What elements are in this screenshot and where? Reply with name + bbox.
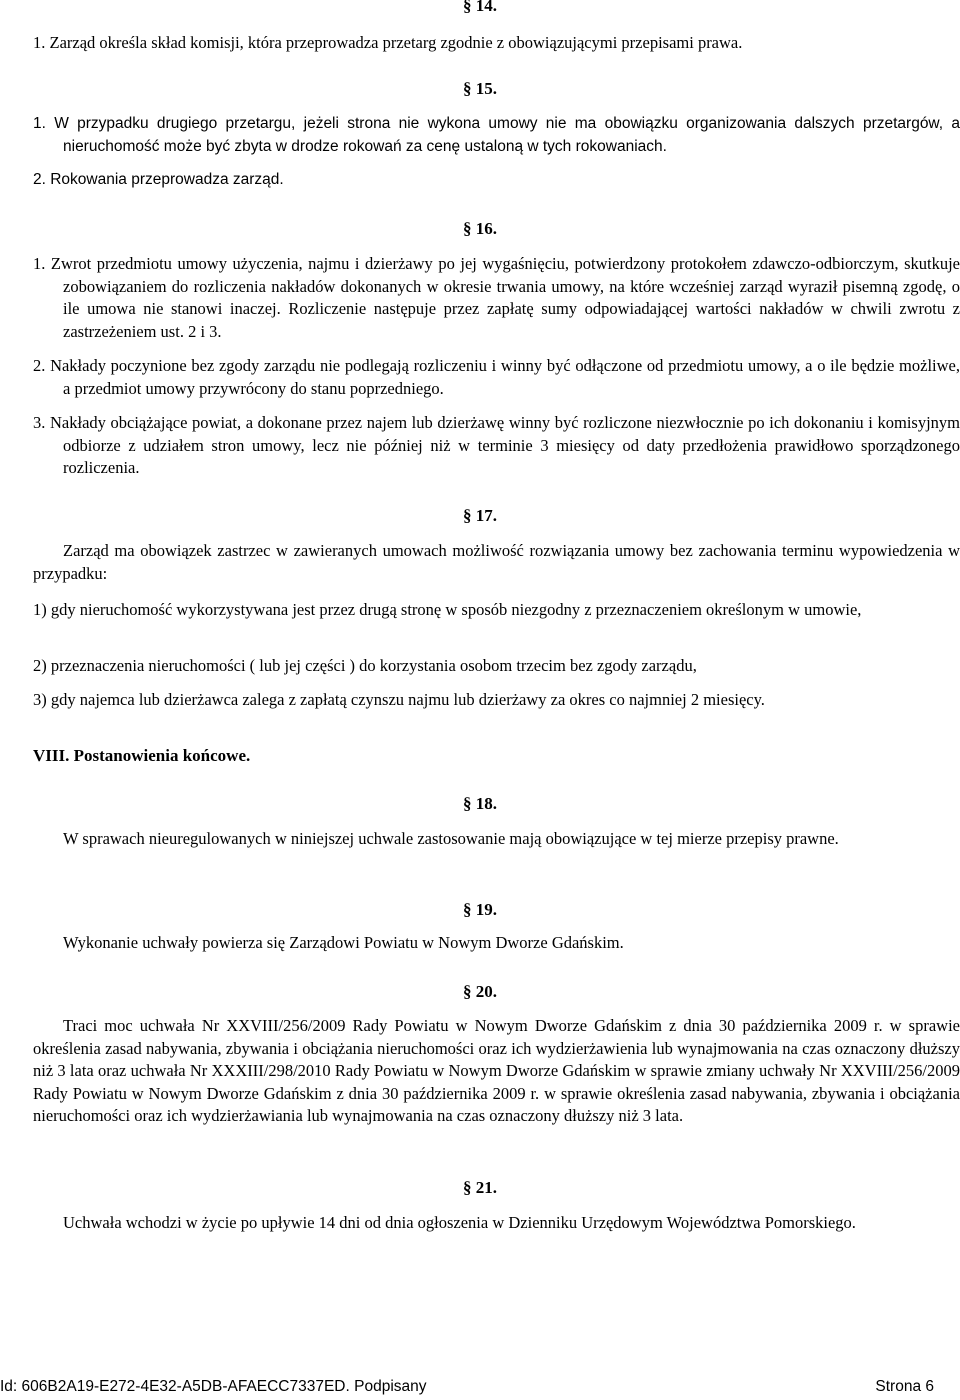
paragraph-16-1: 1. Zwrot przedmiotu umowy użyczenia, najmu i dzierżawy po jej wygaśnięciu, potwierdzony protokołem zdawczo-odbiorczym, skutkuje zobowiązaniem do rozliczenia nakładów dokonanych w okresie trwania umowy, na które wcześniej zarząd wyraził pisemną zgodę, o ile umowa nie stanowi inaczej. Rozliczenie następuje przez zapłatę sumy odpowiadającej wartości nakładów w chwili zwrotu z zastrzeżeniem ust. 2 i 3.: [33, 254, 960, 341]
paragraph-16-3: 3. Nakłady obciążające powiat, a dokonane przez najem lub dzierżawę winny być rozliczone niezwłocznie po ich dokonaniu i komisyjnym odbiorze z udziałem stron umowy, lecz nie później niż w terminie 3 miesięcy od daty przedłożenia prawidłowo sporządzonego rozliczenia.: [33, 413, 960, 478]
paragraph-15-1: 1. W przypadku drugiego przetargu, jeżeli strona nie wykona umowy nie ma obowiązku organizowania dalszych przetargów, a nieruchomość może być zbyta w drodze rokowań za cenę ustaloną w tych rokowaniach.: [33, 115, 960, 155]
paragraph-21: Uchwała wchodzi w życie po upływie 14 dni od dnia ogłoszenia w Dzienniku Urzędowym Województwa Pomorskiego.: [63, 1213, 856, 1232]
section-heading-21: § 21.: [463, 1178, 497, 1197]
section-heading-18: § 18.: [463, 794, 497, 813]
paragraph-17-intro: Zarząd ma obowiązek zastrzec w zawieranych umowach możliwość rozwiązania umowy bez zachowania terminu wypowiedzenia w przypadku:: [33, 541, 960, 583]
section-heading-15: § 15.: [463, 79, 497, 98]
list-item-17-1: 1) gdy nieruchomość wykorzystywana jest przez drugą stronę w sposób niezgodny z przeznaczeniem określonym w umowie,: [33, 600, 862, 619]
section-heading-14: § 14.: [463, 0, 497, 15]
paragraph-16-2: 2. Nakłady poczynione bez zgody zarządu nie podlegają rozliczeniu i winny być odłączone od przedmiotu umowy, a o ile będzie możliwe, a przedmiot umowy przywrócony do stanu poprzedniego.: [33, 356, 960, 398]
part-heading-viii: VIII. Postanowienia końcowe.: [33, 746, 251, 765]
paragraph-18: W sprawach nieuregulowanych w niniejszej uchwale zastosowanie mają obowiązujące w tej mierze przepisy prawne.: [63, 829, 839, 848]
section-heading-17: § 17.: [463, 506, 497, 525]
list-item-17-2: 2) przeznaczenia nieruchomości ( lub jej części ) do korzystania osobom trzecim bez zgody zarządu,: [33, 656, 697, 675]
footer-document-id: Id: 606B2A19-E272-4E32-A5DB-AFAECC7337ED. Podpisany: [0, 1378, 427, 1395]
paragraph-19: Wykonanie uchwały powierza się Zarządowi Powiatu w Nowym Dworze Gdańskim.: [63, 933, 624, 952]
paragraph-14-1: 1. Zarząd określa skład komisji, która przeprowadza przetarg zgodnie z obowiązującymi przepisami prawa.: [33, 33, 743, 52]
section-heading-19: § 19.: [463, 900, 497, 919]
section-heading-16: § 16.: [463, 219, 497, 238]
paragraph-15-2: 2. Rokowania przeprowadza zarząd.: [33, 171, 284, 188]
section-heading-20: § 20.: [463, 982, 497, 1001]
footer-page-number: Strona 6: [875, 1378, 934, 1395]
paragraph-20: Traci moc uchwała Nr XXVIII/256/2009 Rady Powiatu w Nowym Dworze Gdańskim z dnia 30 października 2009 r. w sprawie określenia zasad nabywania, zbywania i obciążania nieruchomości oraz ich wydzierżawienia lub wynajmowania na czas oznaczony dłuższy niż 3 lata oraz uchwała Nr XXXIII/298/2010 Rady Powiatu w Nowym Dworze Gdańskim w sprawie zmiany uchwały Nr XXVIII/256/2009 Rady Powiatu w Nowym Dworze Gdańskim z dnia 30 października 2009 r. w sprawie określenia zasad nabywania, zbywania i obciążania nieruchomości oraz ich wydzierżawiania lub wynajmowania na czas oznaczony dłuższy niż 3 lata.: [33, 1016, 960, 1126]
list-item-17-3: 3) gdy najemca lub dzierżawca zalega z zapłatą czynszu najmu lub dzierżawy za okres co najmniej 2 miesięcy.: [33, 690, 765, 709]
